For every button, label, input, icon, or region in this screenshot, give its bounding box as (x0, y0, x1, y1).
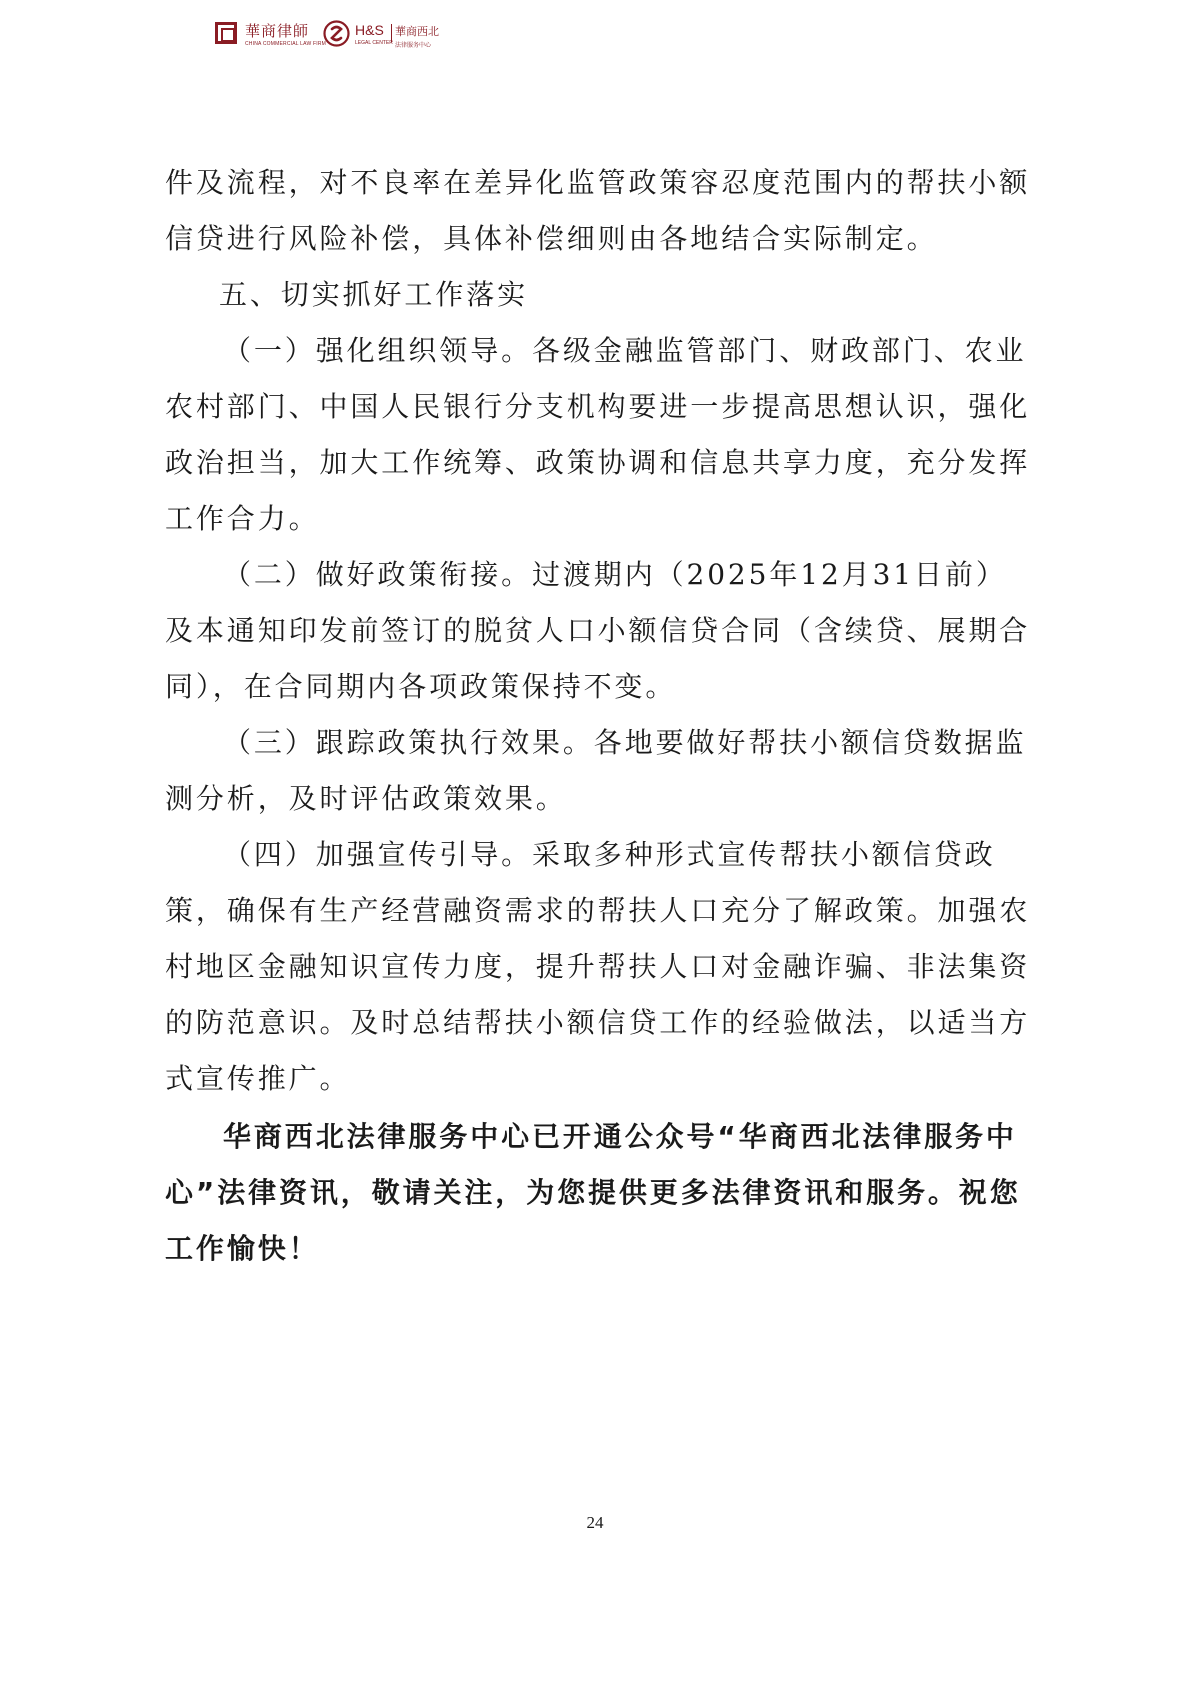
legal-center-logo-subcn: 法律服务中心 (395, 42, 432, 49)
legal-center-logo-cn: 華商西北 (395, 25, 439, 38)
paragraph-item-1: （一）强化组织领导。各级金融监管部门、财政部门、农业农村部门、中国人民银行分支机构要进一步提高思想认识，强化政治担当，加大工作统筹、政策协调和信息共享力度，充分发挥工作合力。 (165, 334, 1031, 535)
paragraph-item-3: （三）跟踪政策执行效果。各地要做好帮扶小额信贷数据监测分析，及时评估政策效果。 (165, 726, 1027, 815)
paragraph-continuation: 件及流程，对不良率在差异化监管政策容忍度范围内的帮扶小额信贷进行风险补偿，具体补偿细则由各地结合实际制定。 (165, 166, 1031, 255)
law-firm-logo-text: 華商律師 (245, 22, 310, 40)
page-number: 24 (586, 1513, 604, 1532)
subscription-notice: 华商西北法律服务中心已开通公众号“华商西北法律服务中心”法律资讯，敬请关注，为您提供更多法律资讯和服务。祝您工作愉快！ (165, 1120, 1021, 1265)
law-firm-logo-icon (215, 22, 237, 44)
paragraph-item-4: （四）加强宣传引导。采取多种形式宣传帮扶小额信贷政策，确保有生产经营融资需求的帮扶人口充分了解政策。加强农村地区金融知识宣传力度，提升帮扶人口对金融诈骗、非法集资的防范意识。及时总结帮扶小额信贷工作的经验做法，以适当方式宣传推广。 (165, 838, 1031, 1095)
document-body (165, 155, 1035, 1107)
legal-center-logo-icon (323, 20, 350, 47)
legal-center-logo-subtext: LEGAL CENTER (355, 40, 393, 46)
legal-center-logo-text: H&S (355, 22, 384, 38)
section-heading: 五、切实抓好工作落实 (219, 278, 529, 311)
paragraph-item-2: （二）做好政策衔接。过渡期内（2025年12月31日前）及本通知印发前签订的脱贫人口小额信贷合同（含续贷、展期合同），在合同期内各项政策保持不变。 (165, 558, 1031, 703)
page-header (215, 18, 515, 58)
law-firm-logo-subtext: CHINA COMMERCIAL LAW FIRM (245, 41, 327, 47)
